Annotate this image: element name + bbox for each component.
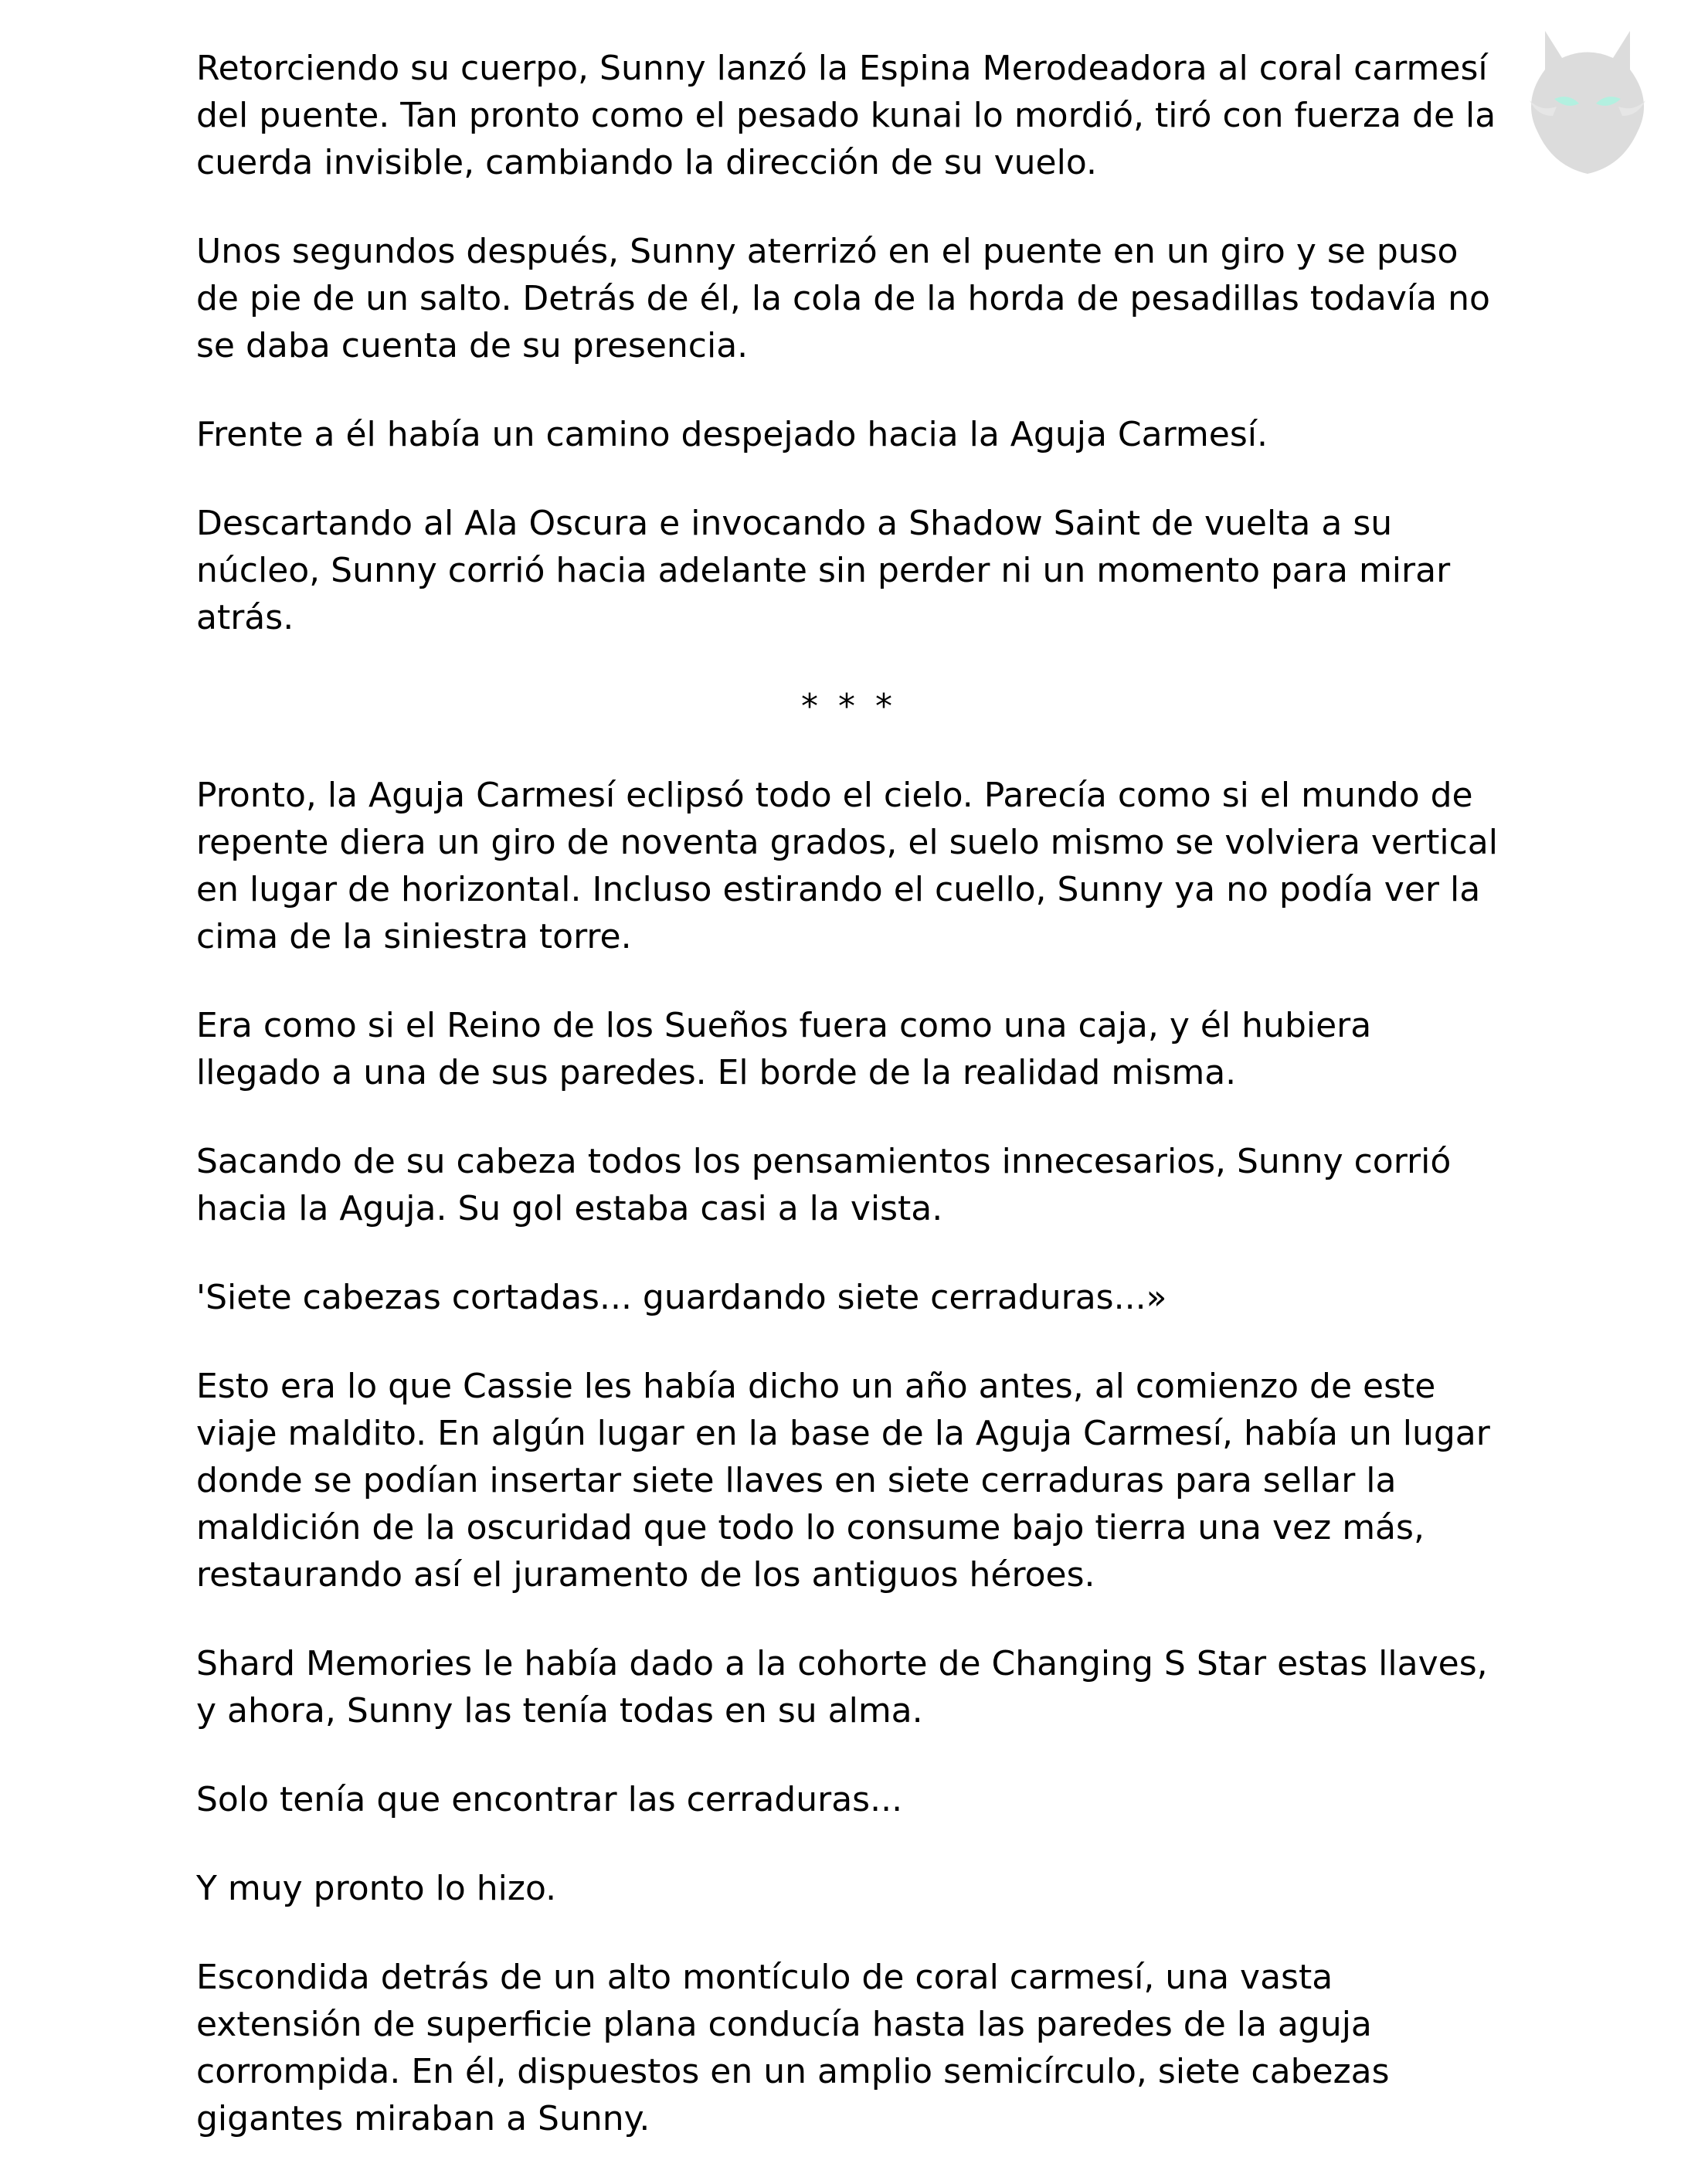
paragraph: Shard Memories le había dado a la cohorte de Changing S Star estas llaves, y ahora, Sunny las tenía todas en su alma. xyxy=(196,1644,1488,1731)
paragraph: Retorciendo su cuerpo, Sunny lanzó la Espina Merodeadora al coral carmesí del puente. Tan pronto como el pesado kunai lo mordió, tiró con fuerza de la cuerda invisible, cambiando la dirección de su vuelo. xyxy=(196,49,1496,182)
chapter-text xyxy=(196,45,1502,2184)
paragraph: Descartando al Ala Oscura e invocando a Shadow Saint de vuelta a su núcleo, Sunny corrió hacia adelante sin perder ni un momento para mirar atrás. xyxy=(196,504,1451,637)
scene-separator: * * * xyxy=(801,687,897,726)
paragraph: Frente a él había un camino despejado hacia la Aguja Carmesí. xyxy=(196,415,1268,454)
paragraph: Escondida detrás de un alto montículo de coral carmesí, una vasta extensión de superficie plana conducía hasta las paredes de la aguja corrompida. En él, dispuestos en un amplio semicírculo, siete cabezas gigantes miraban a Sunny. xyxy=(196,1958,1390,2138)
paragraph: Pronto, la Aguja Carmesí eclipsó todo el cielo. Parecía como si el mundo de repente diera un giro de noventa grados, el suelo mismo se volviera vertical en lugar de horizontal. Incluso estirando el cuello, Sunny ya no podía ver la cima de la siniestra torre. xyxy=(196,776,1498,956)
paragraph: Era como si el Reino de los Sueños fuera como una caja, y él hubiera llegado a una de sus paredes. El borde de la realidad misma. xyxy=(196,1006,1372,1092)
paragraph: Y muy pronto lo hizo. xyxy=(196,1869,557,1908)
paragraph: 'Siete cabezas cortadas... guardando siete cerraduras...» xyxy=(196,1278,1167,1317)
paragraph: Esto era lo que Cassie les había dicho un año antes, al comienzo de este viaje maldito. En algún lugar en la base de la Aguja Carmesí, había un lugar donde se podían insertar siete llaves en siete cerraduras para sellar la maldición de la oscuridad que todo lo consume bajo tierra una vez más, restaurando así el juramento de los antiguos héroes. xyxy=(196,1367,1490,1595)
paragraph: Sacando de su cabeza todos los pensamientos innecesarios, Sunny corrió hacia la Aguja. Su gol estaba casi a la vista. xyxy=(196,1142,1452,1228)
paragraph: Unos segundos después, Sunny aterrizó en el puente en un giro y se puso de pie de un salto. Detrás de él, la cola de la horda de pesadillas todavía no se daba cuenta de su presencia. xyxy=(196,232,1490,365)
paragraph: Solo tenía que encontrar las cerraduras... xyxy=(196,1780,903,1819)
demon-head-icon xyxy=(1514,15,1661,178)
